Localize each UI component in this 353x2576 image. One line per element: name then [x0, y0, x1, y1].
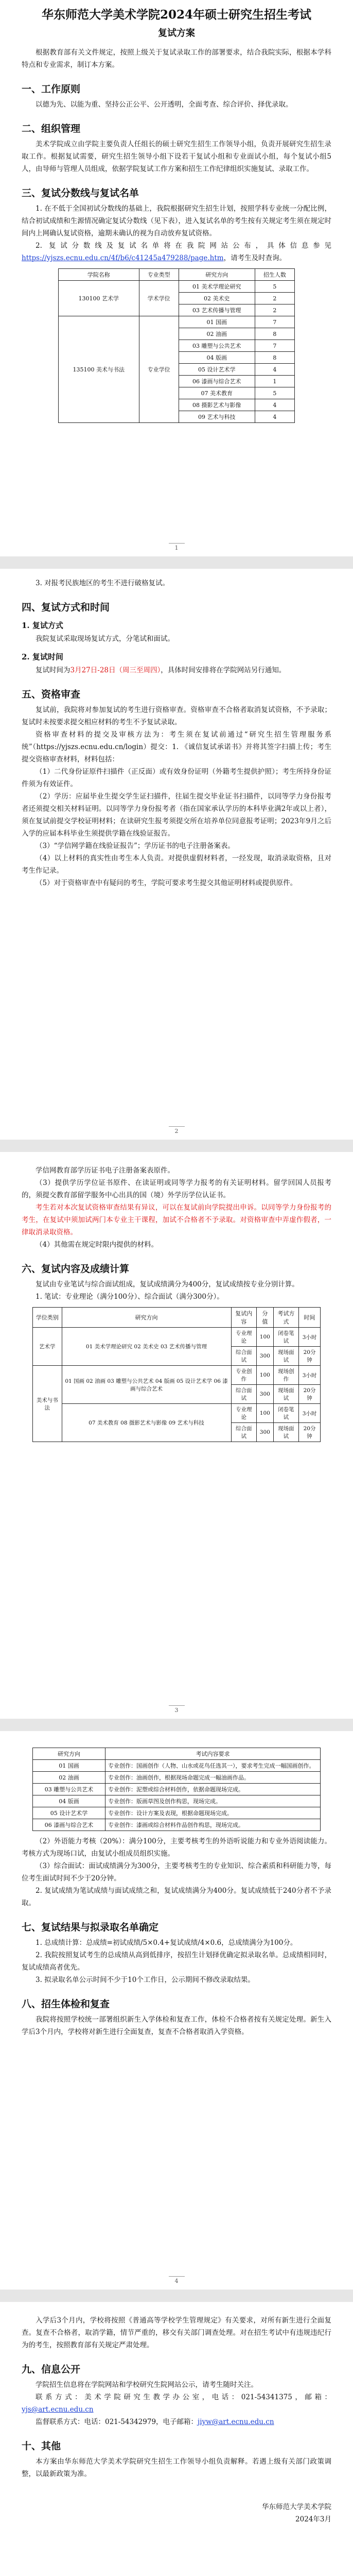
table-row	[33, 1760, 321, 1772]
contact-email-link[interactable]: yjs@art.ecnu.edu.cn	[22, 2405, 94, 2414]
table-cell: 130100 艺术学	[59, 281, 139, 316]
section-6-p1: 复试由专业笔试与综合面试组成，复试成绩满分为400分，复试成绩按专业分别计算。	[36, 1280, 299, 1289]
table-cell: 135100 美术与书法	[59, 316, 139, 423]
table-cell: 06 漆画与综合艺术	[179, 376, 255, 387]
table-header-cell: 研究方向	[33, 1748, 105, 1760]
section-9-p2	[22, 2391, 331, 2416]
doc-subtitle: 复试方案	[158, 28, 195, 39]
table-cell: 07 美术教育	[179, 387, 255, 399]
retest-date: 3月27日-28日（周三至周四）	[70, 666, 161, 674]
section-5-p1: 复试前，我院将对参加复试的考生进行资格审查。资格审查不合格者取消复试资格，不予录取；复试时未按要求提交相应材料的考生不予复试录取。	[22, 706, 331, 726]
table-header-cell: 研究方向	[179, 269, 255, 281]
page-number-text: 1	[169, 543, 185, 551]
table-cell: 01 美术学理论研究	[179, 281, 255, 293]
section-4-text-1: 我院复试采取现场复试方式，分笔试和面试。	[36, 635, 174, 643]
table-cell: 01 国画	[33, 1760, 105, 1772]
section-5-p2: 资格审查材料的提交及审核方法为：考生须在复试前通过“研究生招生管理服务系统”（https://yjszs.ecnu.edu.cn/login）提交：1. 《诚信复试承诺书》并将其签字扫描上传；考生提交资格审查材料，材料包括：	[22, 731, 331, 764]
section-3-p2-text: 2. 复试分数线及复试名单将在我院网站公布，具体信息参见	[36, 242, 331, 250]
table-cell: 05 设计艺术学	[179, 364, 255, 376]
results-link[interactable]: https://yjszs.ecnu.edu.cn/4f/b6/c41245a479288/page.htm	[22, 254, 224, 262]
table-cell: 3小时	[299, 1328, 321, 1347]
doc-title: 华东师范大学美术学院2024年硕士研究生招生考试	[41, 8, 311, 22]
section-2-text: 美术学院成立由学院主要负责人任组长的硕士研究生招生工作领导小组，负责开展研究生招生录取工作。根据复试需要，研究生招生领导小组下设若干复试小组和专业面试小组，每个复试小组5人，由导师与管理人员组成，依据学院复试工作方案和招生工作纪律组织实施复试、录取工作。	[22, 140, 331, 173]
section-5-item-5: （5）对于资格审查中有疑问的考生，学院可要求考生提交其他证明材料或提供原件。	[36, 879, 297, 887]
table-cell: 07 美术教育 08 摄影艺术与影像 09 艺术与科技	[62, 1404, 231, 1442]
table-cell: 现场面试	[273, 1347, 298, 1366]
section-3-heading: 三、复试分数线与复试名单	[22, 188, 139, 199]
page-4	[0, 1731, 353, 2290]
quota-table-body	[59, 281, 295, 423]
p4-p3: 2. 复试成绩为笔试成绩与面试成绩之和，复试成绩满分为400分。复试成绩低于240分者不予录取。	[22, 1887, 331, 1907]
table-cell: 专业创作	[231, 1366, 256, 1385]
section-1-text: 以德为先、以能为重、坚持公正公平、公开透明，全面考查、综合评价、择优录取。	[36, 100, 293, 109]
table-header-cell: 学院名称	[59, 269, 139, 281]
table-row	[33, 1807, 321, 1819]
table-cell: 美术与书法	[33, 1366, 62, 1442]
table-cell: 闭卷笔试	[273, 1328, 298, 1347]
table-row	[59, 316, 295, 328]
section-4-heading: 四、复试方式和时间	[22, 602, 110, 613]
table-header-cell: 时间	[299, 1308, 321, 1328]
table-cell: 300	[256, 1385, 273, 1404]
table-cell: 8	[255, 352, 294, 364]
time-suffix: ，具体时间安排将在学院网站另行通知。	[161, 666, 286, 674]
table-header-row	[59, 269, 295, 281]
p3-item-4: （4）其他需在规定时限内提供的材料。	[36, 1241, 158, 1249]
table-cell: 02 油画	[179, 328, 255, 340]
table-row	[59, 281, 295, 293]
signature-block	[22, 2501, 331, 2526]
table-cell: 3小时	[299, 1404, 321, 1423]
table-row	[33, 1404, 321, 1423]
time-prefix: 复试时间为	[36, 666, 70, 674]
section-7-p3: 3. 拟录取名单公示时间不少于10个工作日，公示期间不修改录取结果。	[36, 1976, 255, 1984]
table-cell: 专业创作：国画创作（人物、山水或花鸟任选其一），要求考生完成一幅国画创作。	[105, 1760, 321, 1772]
section-8-p1: 我院将按照学校统一部署组织新生入学体检和复查工作，体检不合格者按有关规定处理。新生入学后3个月内，学校将对新生进行全面复查，复查不合格者取消入学资格。	[22, 2015, 331, 2036]
section-6-p2: 1. 笔试：专业理论（满分100分）、综合面试（满分300分）。	[36, 1293, 224, 1301]
table-cell: 4	[255, 399, 294, 411]
table-cell: 学术学位	[139, 281, 179, 316]
page-1	[0, 0, 353, 556]
p4-p1: （2）外语能力考核（20%）：满分100分，主要考核考生的外语听说能力和专业外语阅读能力。考核方式为现场口试，由复试小组成员组织实施。	[22, 1837, 331, 1858]
table-cell: 专业创作：漆画或综合材料作品创作构思，现场完成。	[105, 1819, 321, 1831]
table-cell: 专业创作：油画创作，根据现场命题完成一幅油画作品。	[105, 1772, 321, 1784]
table-cell: 现场面试	[273, 1385, 298, 1404]
page-number-text: 3	[169, 1705, 185, 1714]
section-2-heading: 二、组织管理	[22, 123, 81, 134]
table-header-cell: 考试内容要求	[105, 1748, 321, 1760]
section-8-heading: 八、招生体检和复查	[22, 1998, 110, 2010]
table-header-cell: 研究方向	[62, 1308, 231, 1328]
table-cell: 02 美术史	[179, 293, 255, 304]
table-cell: 4	[255, 364, 294, 376]
section-9-p3	[22, 2416, 331, 2428]
page-gap	[0, 2290, 353, 2302]
supervision-email-link[interactable]: jiyw@art.ecnu.edu.cn	[198, 2418, 274, 2426]
table-cell: 专业创作：泥塑或综合材料创作，依据命题现场完成。	[105, 1784, 321, 1795]
table-cell: 专业创作：版画草图及创作构思，现场完成。	[105, 1795, 321, 1807]
table-cell: 8	[255, 328, 294, 340]
table-row	[33, 1772, 321, 1784]
appeal-notice: 考生若对本次复试资格审查结果有异议，可以在复试前向学院提出申诉。以同等学力身份报考的考生，在复试中须加试两门本专业主干课程，加试不合格者不予录取。对资格审查中弄虚作假者，一律取消录取资格。	[22, 1204, 331, 1236]
table-cell: 20分钟	[299, 1423, 321, 1442]
p3-top-1: 学信网教育部学历证书电子注册备案表原件。	[36, 1166, 174, 1175]
table-cell: 300	[256, 1347, 273, 1366]
table-cell: 1	[255, 376, 294, 387]
p4-p2: （3）综合面试：面试成绩满分为300分，主要考核考生的专业知识、综合素质和科研能力等，每位考生面试时间不少于20分钟。	[22, 1862, 331, 1883]
table-cell: 20分钟	[299, 1347, 321, 1366]
page-3	[0, 1152, 353, 1719]
page-gap	[0, 556, 353, 569]
supervision-text: 监督联系方式：电话：021-54342979，电子邮箱：	[36, 2418, 198, 2426]
table-cell: 03 雕塑与公共艺术	[179, 340, 255, 352]
table-header-cell: 分值	[256, 1308, 273, 1328]
table-cell: 专业理论	[231, 1328, 256, 1347]
table-cell: 艺术学	[33, 1328, 62, 1366]
exam-table	[32, 1307, 321, 1442]
table-cell: 09 艺术与科技	[179, 411, 255, 423]
page-number	[0, 2276, 353, 2284]
section-5-item-4: （4）以上材料的真实性由考生本人负责。对提供虚假材料者，一经发现，取消录取资格，且对考生作记录。	[22, 854, 331, 875]
content-table	[32, 1748, 321, 1831]
section-5-item-3: （3）“学信网学籍在线验证报告”；学历证书的电子注册备案表。	[36, 842, 235, 850]
table-cell: 5	[255, 387, 294, 399]
table-header-cell: 复试内容	[231, 1308, 256, 1328]
section-6-heading: 六、复试内容及成绩计算	[22, 1263, 130, 1275]
section-10-heading: 十、其他	[22, 2441, 61, 2452]
section-9-heading: 九、信息公开	[22, 2364, 81, 2375]
table-row	[33, 1819, 321, 1831]
p3-top-2: （3）提供学历学位证书原件、在读证明或同等学力报考的有关证明材料。留学回国人员报考的，须提交教育部留学服务中心出具的国（境）外学历学位认证书。	[22, 1179, 331, 1199]
table-cell: 专业学位	[139, 316, 179, 423]
table-header-cell: 考试方式	[273, 1308, 298, 1328]
page-number	[0, 1126, 353, 1134]
table-cell: 03 雕塑与公共艺术	[33, 1784, 105, 1795]
section-1-heading: 一、工作原则	[22, 83, 81, 95]
table-cell: 02 油画	[33, 1772, 105, 1784]
signature-org: 华东师范大学美术学院	[262, 2503, 331, 2511]
table-cell: 3小时	[299, 1366, 321, 1385]
table-cell: 04 版画	[33, 1795, 105, 1807]
table-cell: 06 漆画与综合艺术	[33, 1819, 105, 1831]
table-row	[33, 1328, 321, 1347]
table-cell: 100	[256, 1404, 273, 1423]
table-cell: 04 版画	[179, 352, 255, 364]
section-4-text-2	[22, 664, 331, 676]
section-9-p1: 学院招生信息将在学院网站和学校研究生院网站公示，请考生随时关注。	[36, 2381, 258, 2389]
table-row	[33, 1784, 321, 1795]
section-3-p2-tail: ，请考生及时查询。	[223, 254, 287, 262]
quota-table	[58, 268, 295, 423]
table-cell: 08 摄影艺术与影像	[179, 399, 255, 411]
content-table-body	[33, 1760, 321, 1831]
table-cell: 7	[255, 340, 294, 352]
table-cell: 01 美术学理论研究 02 美术史 03 艺术传播与管理	[62, 1328, 231, 1366]
intro-paragraph: 根据教育部有关文件规定，按照上级关于复试录取工作的部署要求，结合我院实际，根据本学科特点和专业需求，制订本方案。	[22, 48, 331, 69]
table-cell: 05 设计艺术学	[33, 1807, 105, 1819]
section-3-p2	[22, 240, 331, 264]
page-5	[0, 2302, 353, 2576]
table-cell: 4	[255, 411, 294, 423]
table-row	[33, 1366, 321, 1385]
table-cell: 300	[256, 1423, 273, 1442]
section-5-item-2: （2）学历：应届毕业生提交学生证扫描件，往届生提交毕业证书扫描件，以同等学力身份报考者还须提交相关材料证明。以同等学力身份报考者（指在国家承认学历的本科毕业满2年或以上者），须在复试前提交学校证明材料；在读研究生报考须提交所在培养单位同意报考证明；2023年9月之后入学的应届本科毕业生须提供学籍在线验证报告。	[22, 792, 331, 838]
table-cell: 专业创作：设计方案及表现，根据命题现场完成。	[105, 1807, 321, 1819]
page-number-text: 2	[169, 1126, 185, 1134]
table-cell: 现场创作	[273, 1366, 298, 1385]
section-10-p1: 本方案由华东师范大学美术学院研究生招生工作领导小组负责解释。若遇上级有关部门政策调整，以最新政策为准。	[22, 2458, 331, 2478]
table-header-row	[33, 1308, 321, 1328]
p2-first-line: 3. 对报考民族地区的考生不进行破格复试。	[36, 579, 170, 587]
contact-text: 联系方式：美术学院研究生教学办公室，电话：021-54341375，邮箱：	[36, 2393, 331, 2401]
table-cell: 专业理论	[231, 1404, 256, 1423]
section-7-p1: 1. 总成绩计算：总成绩=初试成绩/5×0.4+复试成绩/4×0.6，总成绩满分为100分。	[36, 1939, 297, 1947]
table-cell: 2	[255, 304, 294, 316]
table-cell: 2	[255, 293, 294, 304]
table-header-cell: 学位类别	[33, 1308, 62, 1328]
section-5-item-1: （1）二代身份证原件扫描件（正反面）或有效身份证明（外籍考生提供护照）；考生所持身份证件须为有效证件。	[22, 768, 331, 788]
table-cell: 闭卷笔试	[273, 1404, 298, 1423]
exam-table-body	[33, 1328, 321, 1442]
table-cell: 20分钟	[299, 1385, 321, 1404]
table-cell: 100	[256, 1366, 273, 1385]
section-3-p1: 1. 在不低于全国初试分数线的基础上，我院根据研究生招生计划，按照学科专业统一分配比例，结合初试成绩和生源情况确定复试分数线（见下表），进入复试名单的考生按有关规定考生须在规定时间内上网确认复试资格，逾期未确认的视为自动放弃复试资格。	[22, 205, 331, 238]
table-cell: 综合面试	[231, 1347, 256, 1366]
table-header-row	[33, 1748, 321, 1760]
page-number	[0, 543, 353, 551]
table-row	[33, 1795, 321, 1807]
page-2	[0, 569, 353, 1140]
table-cell: 01 国画	[179, 316, 255, 328]
table-cell: 01 国画 02 油画 03 雕塑与公共艺术 04 版画 05 设计艺术学 06 漆画与综合艺术	[62, 1366, 231, 1404]
table-cell: 5	[255, 281, 294, 293]
table-cell: 03 艺术传播与管理	[179, 304, 255, 316]
p5-p1: 入学后3个月内，学校将按照《普通高等学校学生管理规定》有关要求，对所有新生进行全面复查。复查不合格者，取消学籍，情节严重的，移交有关部门调查处理。对在招生考试中有违规违纪行为的考生，按照教育部有关规定严肃处理。	[22, 2316, 331, 2349]
page-gap	[0, 1140, 353, 1152]
section-4-sub-1: 1. 复试方式	[22, 621, 63, 630]
table-header-cell: 招生人数	[255, 269, 294, 281]
section-4-sub-2: 2. 复试时间	[22, 652, 63, 662]
table-cell: 7	[255, 316, 294, 328]
page-number-text: 4	[169, 2276, 185, 2284]
table-cell: 现场面试	[273, 1423, 298, 1442]
section-7-p2: 2. 我院按照复试考生的总成绩从高到低排序，按招生计划择优确定拟录取名单。总成绩相同时，复试成绩高者优先。	[22, 1951, 331, 1972]
table-header-cell: 专业类型	[139, 269, 179, 281]
table-cell: 综合面试	[231, 1385, 256, 1404]
section-7-heading: 七、复试结果与拟录取名单确定	[22, 1922, 159, 1933]
page-number	[0, 1705, 353, 1714]
table-cell: 100	[256, 1328, 273, 1347]
table-cell: 综合面试	[231, 1423, 256, 1442]
page-gap	[0, 1719, 353, 1731]
section-5-heading: 五、资格审查	[22, 689, 81, 700]
signature-date: 2024年3月	[295, 2515, 331, 2523]
